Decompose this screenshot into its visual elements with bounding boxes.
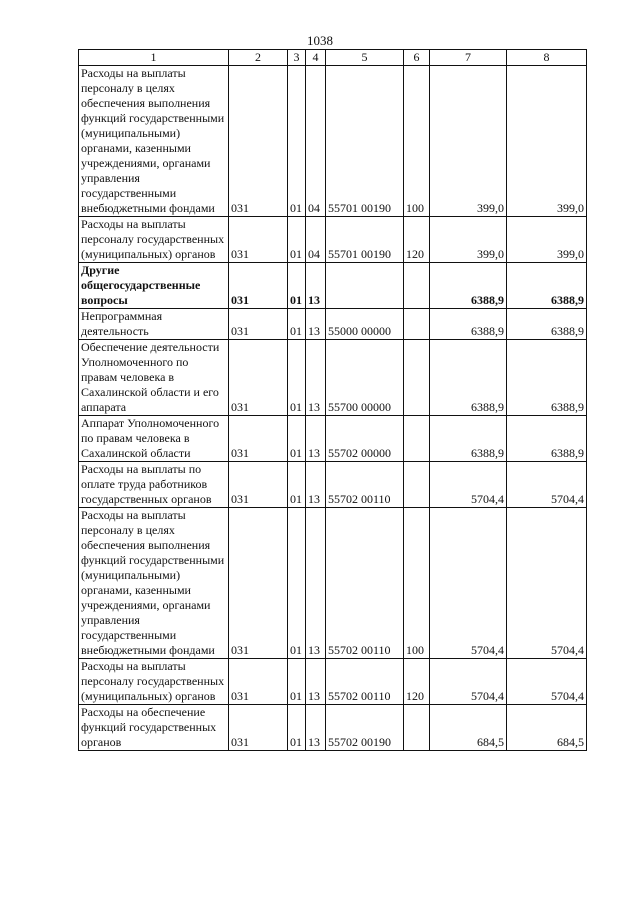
row-amount-7: 6388,9 <box>430 309 507 340</box>
row-amount-7: 399,0 <box>430 66 507 217</box>
budget-table <box>78 49 587 751</box>
row-name: Расходы на выплаты персоналу государственных (муниципальных) органов <box>79 217 229 263</box>
row-code-target: 55701 00190 <box>326 217 404 263</box>
column-header-2: 2 <box>229 50 288 66</box>
table-row <box>79 659 587 705</box>
row-code-expense-type: 100 <box>404 508 430 659</box>
column-header-7: 7 <box>430 50 507 66</box>
row-code-target: 55000 00000 <box>326 309 404 340</box>
row-name: Другие общегосударственные вопросы <box>79 263 229 309</box>
column-header-8: 8 <box>507 50 587 66</box>
row-code-ministry: 031 <box>229 340 288 416</box>
table-row <box>79 217 587 263</box>
row-code-ministry: 031 <box>229 263 288 309</box>
row-code-subsection: 13 <box>306 508 326 659</box>
row-amount-7: 6388,9 <box>430 263 507 309</box>
table-row <box>79 508 587 659</box>
row-amount-7: 6388,9 <box>430 340 507 416</box>
row-code-subsection: 04 <box>306 217 326 263</box>
row-code-target <box>326 263 404 309</box>
row-amount-8: 5704,4 <box>507 462 587 508</box>
table-row <box>79 263 587 309</box>
row-code-ministry: 031 <box>229 416 288 462</box>
row-code-expense-type <box>404 705 430 751</box>
row-code-target: 55702 00190 <box>326 705 404 751</box>
row-name: Расходы на выплаты по оплате труда работников государственных органов <box>79 462 229 508</box>
row-amount-7: 6388,9 <box>430 416 507 462</box>
row-code-subsection: 13 <box>306 659 326 705</box>
row-name: Обеспечение деятельности Уполномоченного по правам человека в Сахалинской области и его аппарата <box>79 340 229 416</box>
row-code-subsection: 13 <box>306 263 326 309</box>
column-header-3: 3 <box>288 50 306 66</box>
row-code-target: 55702 00110 <box>326 508 404 659</box>
row-code-section: 01 <box>288 508 306 659</box>
row-amount-7: 5704,4 <box>430 462 507 508</box>
page-number: 1038 <box>307 33 333 48</box>
row-code-subsection: 13 <box>306 340 326 416</box>
row-code-subsection: 04 <box>306 66 326 217</box>
row-code-section: 01 <box>288 462 306 508</box>
row-name: Непрограммная деятельность <box>79 309 229 340</box>
row-code-section: 01 <box>288 217 306 263</box>
row-code-expense-type <box>404 309 430 340</box>
row-code-section: 01 <box>288 416 306 462</box>
row-amount-8: 5704,4 <box>507 508 587 659</box>
row-amount-8: 6388,9 <box>507 416 587 462</box>
table-row <box>79 309 587 340</box>
row-code-section: 01 <box>288 705 306 751</box>
row-amount-7: 684,5 <box>430 705 507 751</box>
row-code-ministry: 031 <box>229 659 288 705</box>
row-code-ministry: 031 <box>229 217 288 263</box>
row-amount-8: 684,5 <box>507 705 587 751</box>
row-amount-7: 5704,4 <box>430 508 507 659</box>
column-header-4: 4 <box>306 50 326 66</box>
row-code-expense-type: 100 <box>404 66 430 217</box>
row-code-ministry: 031 <box>229 462 288 508</box>
row-code-section: 01 <box>288 309 306 340</box>
row-code-section: 01 <box>288 340 306 416</box>
row-code-expense-type: 120 <box>404 217 430 263</box>
column-header-5: 5 <box>326 50 404 66</box>
row-amount-7: 5704,4 <box>430 659 507 705</box>
row-code-target: 55702 00110 <box>326 462 404 508</box>
row-code-target: 55701 00190 <box>326 66 404 217</box>
row-code-section: 01 <box>288 659 306 705</box>
column-header-6: 6 <box>404 50 430 66</box>
row-code-subsection: 13 <box>306 309 326 340</box>
row-code-ministry: 031 <box>229 66 288 217</box>
row-code-target: 55702 00000 <box>326 416 404 462</box>
row-amount-8: 6388,9 <box>507 309 587 340</box>
table-row <box>79 66 587 217</box>
table-row <box>79 462 587 508</box>
row-code-target: 55700 00000 <box>326 340 404 416</box>
row-code-ministry: 031 <box>229 508 288 659</box>
row-code-target: 55702 00110 <box>326 659 404 705</box>
row-code-expense-type <box>404 462 430 508</box>
row-amount-8: 399,0 <box>507 217 587 263</box>
row-code-section: 01 <box>288 66 306 217</box>
row-code-subsection: 13 <box>306 416 326 462</box>
column-header-1: 1 <box>79 50 229 66</box>
row-name: Расходы на выплаты персоналу государственных (муниципальных) органов <box>79 659 229 705</box>
row-code-expense-type <box>404 263 430 309</box>
row-code-ministry: 031 <box>229 705 288 751</box>
row-amount-8: 6388,9 <box>507 340 587 416</box>
row-code-subsection: 13 <box>306 462 326 508</box>
row-amount-7: 399,0 <box>430 217 507 263</box>
row-code-expense-type <box>404 416 430 462</box>
row-name: Расходы на выплаты персоналу в целях обеспечения выполнения функций государственными (муниципальными) органами, казенными учреждениями, органами управления государственными внебюджетными фондами <box>79 508 229 659</box>
row-code-expense-type <box>404 340 430 416</box>
row-code-section: 01 <box>288 263 306 309</box>
table-header-row <box>79 50 587 66</box>
row-amount-8: 399,0 <box>507 66 587 217</box>
row-name: Расходы на обеспечение функций государственных органов <box>79 705 229 751</box>
table-row <box>79 416 587 462</box>
row-name: Расходы на выплаты персоналу в целях обеспечения выполнения функций государственными (муниципальными) органами, казенными учреждениями, органами управления государственными внебюджетными фондами <box>79 66 229 217</box>
row-code-ministry: 031 <box>229 309 288 340</box>
row-code-subsection: 13 <box>306 705 326 751</box>
row-name: Аппарат Уполномоченного по правам человека в Сахалинской области <box>79 416 229 462</box>
table-row <box>79 705 587 751</box>
table-row <box>79 340 587 416</box>
row-amount-8: 5704,4 <box>507 659 587 705</box>
row-code-expense-type: 120 <box>404 659 430 705</box>
row-amount-8: 6388,9 <box>507 263 587 309</box>
